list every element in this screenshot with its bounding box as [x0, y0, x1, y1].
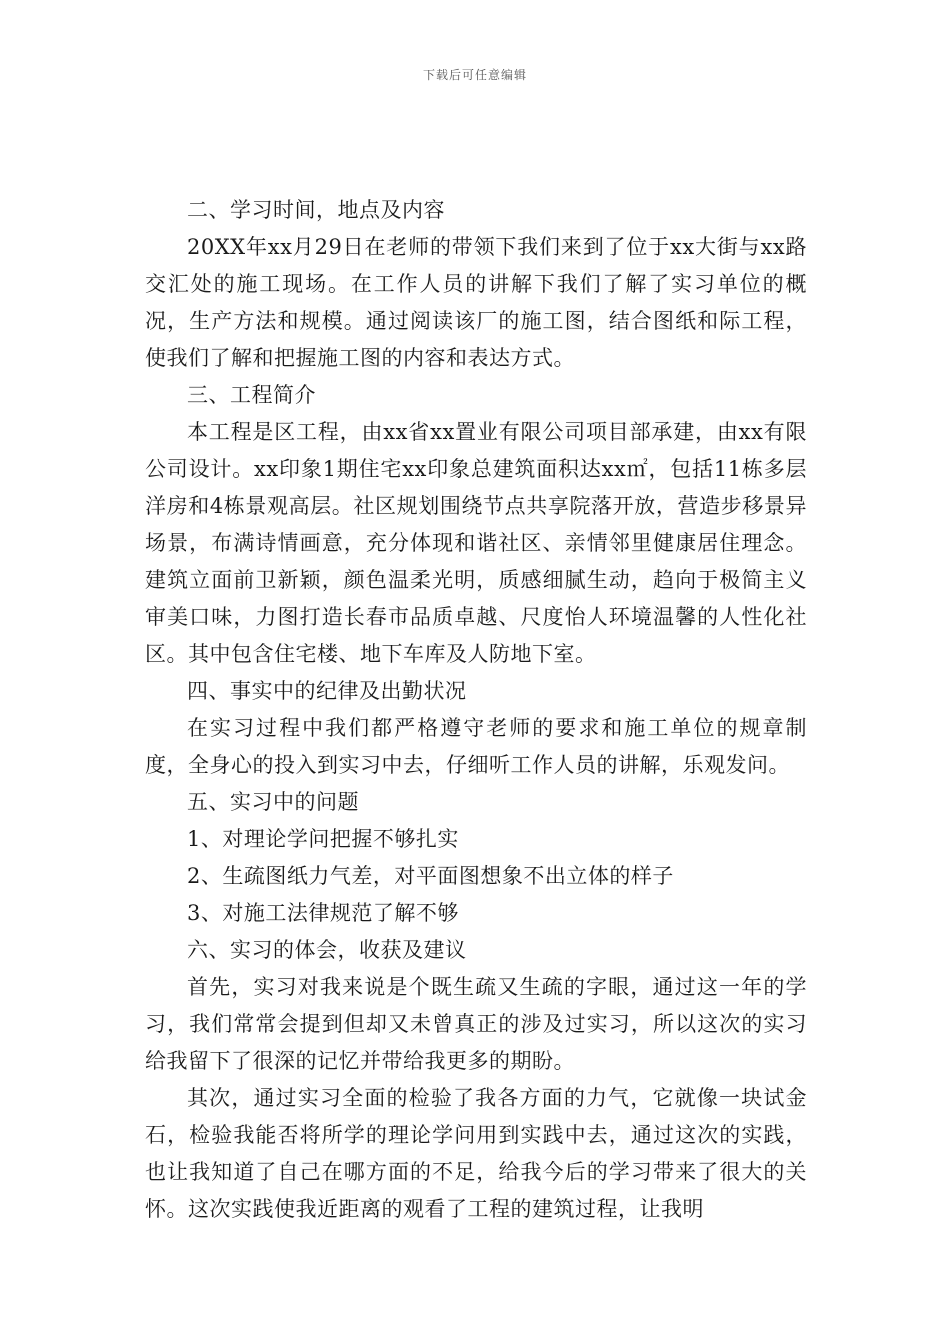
section-heading-project-intro: 三、工程简介 [187, 383, 316, 407]
paragraph-experience-second: 其次，通过实习全面的检验了我各方面的力气，它就像一块试金石，检验我能否将所学的理论学问用到实践中去，通过这次的实践，也让我知道了自己在哪方面的不足，给我今后的学习带来了很大的关怀。这次实践使我近距离的观看了工程的建筑过程，让我明 [145, 1086, 807, 1221]
section-heading-problems: 五、实习中的问题 [187, 790, 359, 814]
section-heading-discipline: 四、事实中的纪律及出勤状况 [187, 679, 467, 703]
paragraph-study-content: 20XX年xx月29日在老师的带领下我们来到了位于xx大街与xx路交汇处的施工现场。在工作人员的讲解下我们了解了实习单位的概况，生产方法和规模。通过阅读该厂的施工图，结合图纸和际工程，使我们了解和把握施工图的内容和表达方式。 [145, 235, 807, 370]
paragraph-experience-first: 首先，实习对我来说是个既生疏又生疏的字眼，通过这一年的学习，我们常常会提到但却又未曾真正的涉及过实习，所以这次的实习给我留下了很深的记忆并带给我更多的期盼。 [145, 975, 807, 1073]
document-body [145, 192, 807, 1228]
problem-item-3: 3、对施工法律规范了解不够 [187, 901, 459, 925]
paragraph-project-intro: 本工程是区工程，由xx省xx置业有限公司项目部承建，由xx有限公司设计。xx印象1期住宅xx印象总建筑面积达xx㎡，包括11栋多层洋房和4栋景观高层。社区规划围绕节点共享院落开放，营造步移景异场景，布满诗情画意，充分体现和谐社区、亲情邻里健康居住理念。建筑立面前卫新颖，颜色温柔光明，质感细腻生动，趋向于极简主义审美口味，力图打造长春市品质卓越、尺度怡人环境温馨的人性化社区。其中包含住宅楼、地下车库及人防地下室。 [145, 420, 807, 666]
section-heading-experience: 六、实习的体会，收获及建议 [187, 938, 467, 962]
problem-item-2: 2、生疏图纸力气差，对平面图想象不出立体的样子 [187, 864, 674, 888]
paragraph-discipline: 在实习过程中我们都严格遵守老师的要求和施工单位的规章制度，全身心的投入到实习中去，仔细听工作人员的讲解，乐观发问。 [145, 716, 807, 777]
problem-item-1: 1、对理论学问把握不够扎实 [187, 827, 459, 851]
page-header: 下载后可任意编辑 [422, 68, 527, 82]
section-heading-study-time: 二、学习时间，地点及内容 [187, 198, 445, 222]
